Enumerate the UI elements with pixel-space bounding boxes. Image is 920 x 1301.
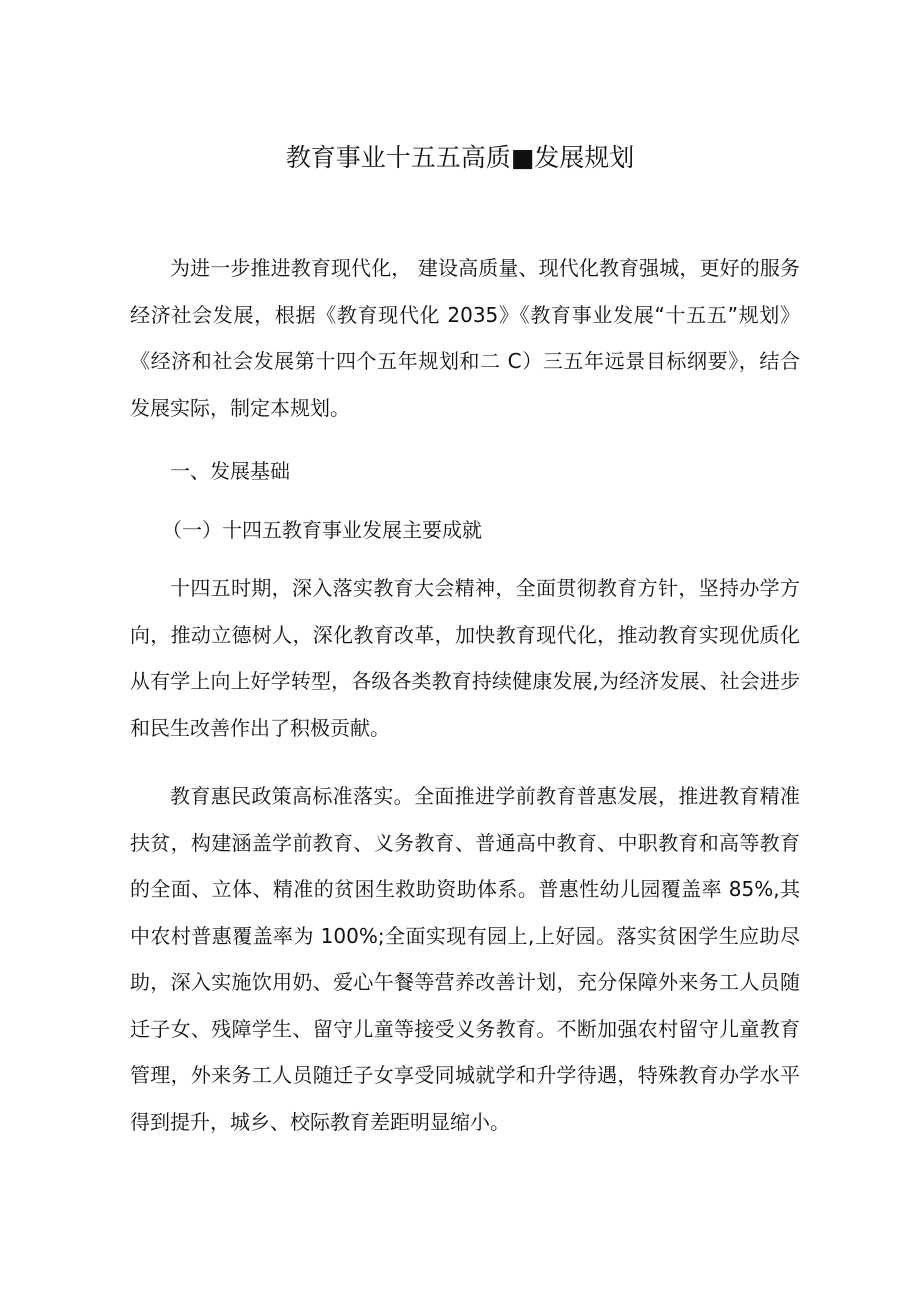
document-title: 教育事业十五五高质■发展规划 <box>285 143 635 172</box>
achievements-paragraph: 十四五时期，深入落实教育大会精神，全面贯彻教育方针，坚持办学方向，推动立德树人，深化教育改革，加快教育现代化，推动教育实现优质化从有学上向上好学转型，各级各类教育持续健康发展,为经济发展、社会进步和民生改善作出了积极贡献。 <box>130 576 800 740</box>
subsection-heading-achievements: （一）十四五教育事业发展主要成就 <box>162 518 482 542</box>
intro-paragraph: 为进一步推进教育现代化， 建设高质量、现代化教育强城，更好的服务经济社会发展，根据《教育现代化 2035》《教育事业发展“十五五”规划》《经济和社会发展第十四个五年规划和二 C）三五年远景目标纲要》，结合发展实际，制定本规划。 <box>130 256 800 420</box>
policy-paragraph: 教育惠民政策高标准落实。全面推进学前教育普惠发展，推进教育精准扶贫，构建涵盖学前教育、义务教育、普通高中教育、中职教育和高等教育的全面、立体、精准的贫困生救助资助体系。普惠性幼儿园覆盖率 85%,其中农村普惠覆盖率为 100%;全面实现有园上,上好园。落实贫困学生应助尽助，深入实施饮用奶、爱心午餐等营养改善计划，充分保障外来务工人员随迁子女、残障学生、留守儿童等接受义务教育。不断加强农村留守儿童教育管理，外来务工人员随迁子女享受同城就学和升学待遇，特殊教育办学水平得到提升，城乡、校际教育差距明显缩小。 <box>130 784 800 1134</box>
section-heading-development-basis: 一、发展基础 <box>170 459 290 483</box>
